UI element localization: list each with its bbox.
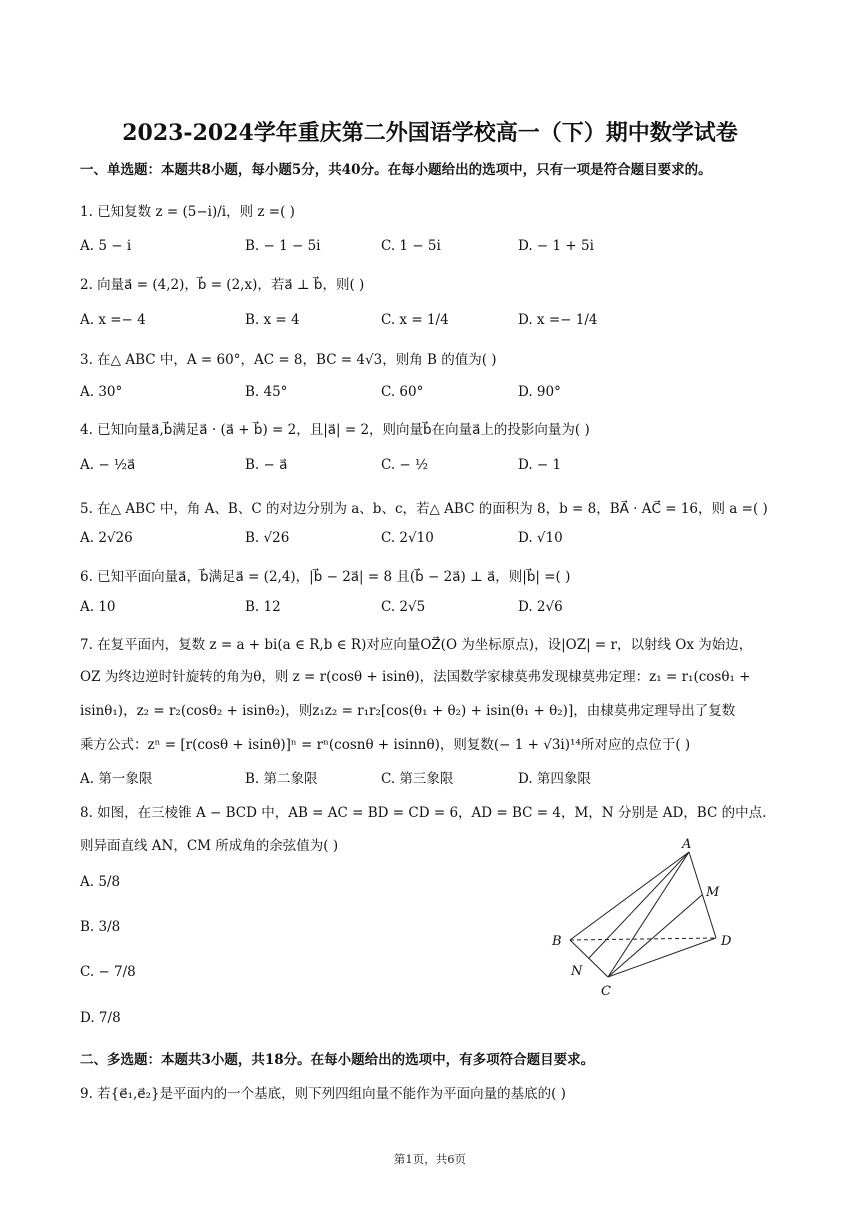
question-8-option-a: A. 5/8 xyxy=(80,874,121,890)
question-4-stem: 4. 已知向量a⃗,b⃗满足a⃗ · (a⃗ + b⃗) = 2，且|a⃗| = 2，则向量b⃗在向量a⃗上的投影向量为( ) xyxy=(80,422,590,438)
question-1-option-a: A. 5 − i xyxy=(80,238,132,254)
question-6-option-a: A. 10 xyxy=(80,599,116,615)
edge-bd-hidden xyxy=(570,938,716,940)
label-d: D xyxy=(721,934,732,949)
label-m: M xyxy=(706,885,720,900)
segment-an xyxy=(589,852,689,958)
segment-cm xyxy=(608,895,702,977)
question-2-option-a: A. x =− 4 xyxy=(80,312,146,328)
question-7-line-1: 7. 在复平面内，复数 z = a + bi(a ∈ R,b ∈ R)对应向量OZ⃗(O 为坐标原点)，设|OZ| = r，以射线 Ox 为始边， xyxy=(80,637,753,653)
question-7-option-b: B. 第二象限 xyxy=(245,771,318,787)
question-2-option-c: C. x = 1/4 xyxy=(381,312,449,328)
question-8-option-d: D. 7/8 xyxy=(80,1010,121,1026)
edge-cd xyxy=(608,938,716,977)
question-9-stem: 9. 若{e⃗₁,e⃗₂}是平面内的一个基底，则下列四组向量不能作为平面向量的基底的( ) xyxy=(80,1086,566,1102)
page-title: 2023-2024学年重庆第二外国语学校高一（下）期中数学试卷 xyxy=(122,120,738,146)
question-7-option-c: C. 第三象限 xyxy=(381,771,454,787)
question-1-option-c: C. 1 − 5i xyxy=(381,238,441,254)
question-7-option-d: D. 第四象限 xyxy=(518,771,591,787)
question-4-option-b: B. − a⃗ xyxy=(245,457,288,473)
question-5-option-b: B. √26 xyxy=(245,530,290,546)
question-5-option-c: C. 2√10 xyxy=(381,530,434,546)
question-2-stem: 2. 向量a⃗ = (4,2)，b⃗ = (2,x)，若a⃗ ⊥ b⃗，则( ) xyxy=(80,277,365,293)
question-7-line-3: isinθ₁)，z₂ = r₂(cosθ₂ + isinθ₂)，则z₁z₂ = r₁r₂[cos(θ₁ + θ₂) + isin(θ₁ + θ₂)]，由棣莫弗定理导出了复数 xyxy=(80,703,736,719)
question-3-option-b: B. 45° xyxy=(245,384,288,400)
question-4-option-c: C. − ½ xyxy=(381,457,429,473)
question-8-option-c: C. − 7/8 xyxy=(80,964,136,980)
question-6-option-b: B. 12 xyxy=(245,599,281,615)
question-3-stem: 3. 在△ ABC 中，A = 60°，AC = 8，BC = 4√3，则角 B 的值为( ) xyxy=(80,352,497,368)
question-6-option-d: D. 2√6 xyxy=(518,599,563,615)
question-7-line-2: OZ 为终边逆时针旋转的角为θ，则 z = r(cosθ + isinθ)，法国数学家棣莫弗发现棣莫弗定理：z₁ = r₁(cosθ₁ + xyxy=(80,669,751,685)
question-8-line-2: 则异面直线 AN，CM 所成角的余弦值为( ) xyxy=(80,838,339,854)
section-2-heading: 二、多选题：本题共3小题，共18分。在每小题给出的选项中，有多项符合题目要求。 xyxy=(80,1052,595,1068)
label-n: N xyxy=(571,964,583,979)
question-2-option-b: B. x = 4 xyxy=(245,312,300,328)
question-4-option-d: D. − 1 xyxy=(518,457,562,473)
question-6-option-c: C. 2√5 xyxy=(381,599,426,615)
edge-ab xyxy=(570,852,689,940)
page-footer: 第1页，共6页 xyxy=(393,1152,467,1166)
question-7-line-4: 乘方公式：zⁿ = [r(cosθ + isinθ)]ⁿ = rⁿ(cosnθ + isinnθ)，则复数(− 1 + √3i)¹⁴所对应的点位于( ) xyxy=(80,737,691,753)
question-2-option-d: D. x =− 1/4 xyxy=(518,312,598,328)
question-4-option-a: A. − ½a⃗ xyxy=(80,457,136,473)
label-a: A xyxy=(682,837,692,852)
question-8-line-1: 8. 如图，在三棱锥 A − BCD 中，AB = AC = BD = CD = 6，AD = BC = 4，M，N 分别是 AD，BC 的中点. xyxy=(80,805,767,821)
question-3-option-d: D. 90° xyxy=(518,384,561,400)
question-5-stem: 5. 在△ ABC 中，角 A、B、C 的对边分别为 a、b、c，若△ ABC 的面积为 8，b = 8，BA⃗ · AC⃗ = 16，则 a =( ) xyxy=(80,501,768,517)
question-3-option-c: C. 60° xyxy=(381,384,424,400)
tetrahedron-figure xyxy=(540,830,760,1005)
question-3-option-a: A. 30° xyxy=(80,384,123,400)
question-1-option-d: D. − 1 + 5i xyxy=(518,238,594,254)
question-6-stem: 6. 已知平面向量a⃗，b⃗满足a⃗ = (2,4)，|b⃗ − 2a⃗| = 8 且(b⃗ − 2a⃗) ⊥ a⃗，则|b⃗| =( ) xyxy=(80,569,571,585)
question-5-option-a: A. 2√26 xyxy=(80,530,133,546)
section-1-heading: 一、单选题：本题共8小题，每小题5分，共40分。在每小题给出的选项中，只有一项是符合题目要求的。 xyxy=(80,162,712,178)
question-8-option-b: B. 3/8 xyxy=(80,919,121,935)
question-7-option-a: A. 第一象限 xyxy=(80,771,153,787)
question-1-option-b: B. − 1 − 5i xyxy=(245,238,321,254)
label-b: B xyxy=(552,934,562,949)
label-c: C xyxy=(601,984,611,999)
question-1-stem: 1. 已知复数 z = (5−i)/i，则 z =( ) xyxy=(80,204,295,220)
question-5-option-d: D. √10 xyxy=(518,530,563,546)
edge-ac xyxy=(608,852,689,977)
